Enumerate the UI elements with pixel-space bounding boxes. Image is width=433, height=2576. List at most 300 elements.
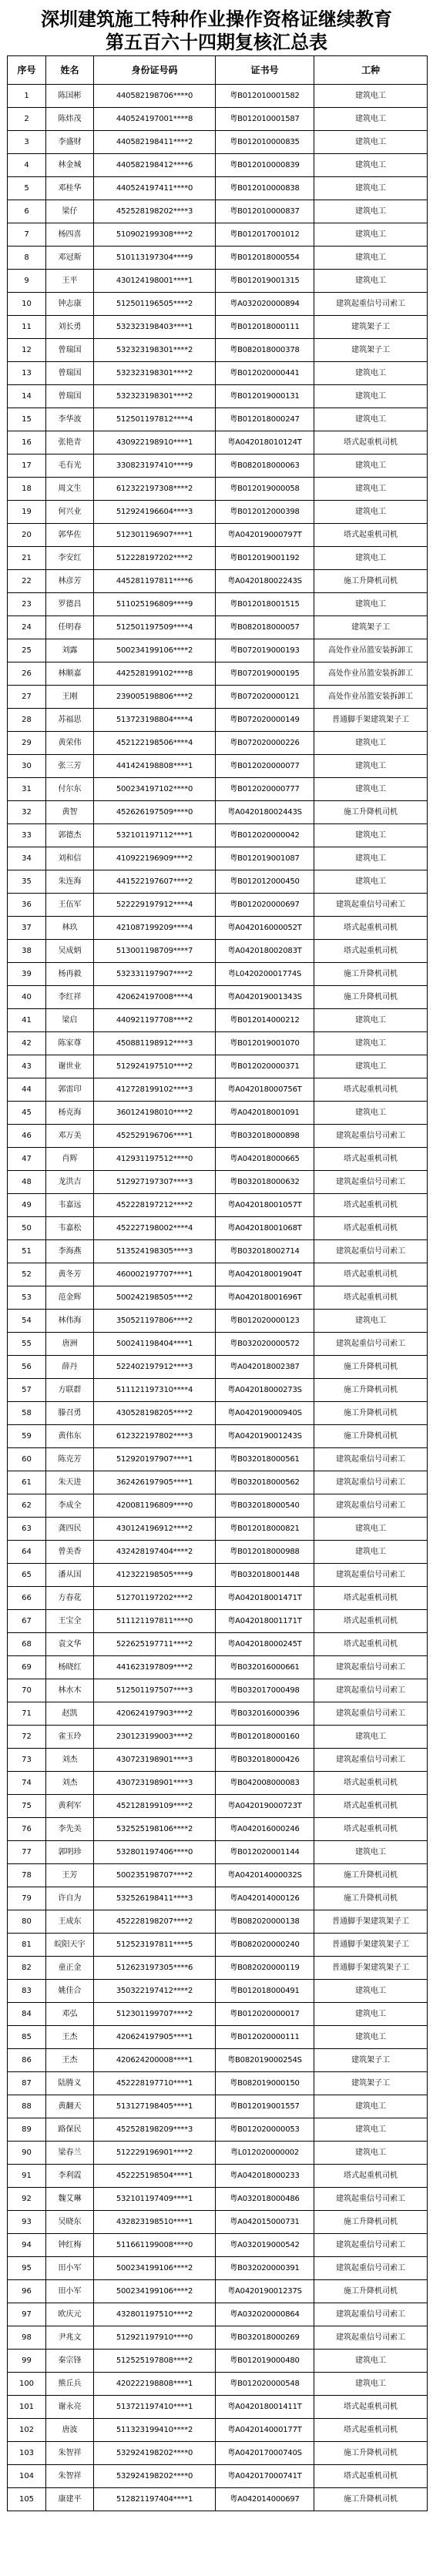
id-number: 452228198207****2: [94, 1910, 216, 1934]
person-name: 潘从国: [46, 1564, 94, 1587]
id-number: 441522197607****2: [94, 870, 216, 894]
cert-number: 粤B082018000057: [216, 616, 314, 639]
cert-number: 粤B012014000212: [216, 1009, 314, 1032]
row-index: 93: [8, 2211, 46, 2234]
trade-type: 普通脚手架建筑架子工: [314, 1957, 428, 1980]
person-name: 童正金: [46, 1957, 94, 1980]
person-name: 姚佳合: [46, 1980, 94, 2003]
row-index: 58: [8, 1402, 46, 1425]
person-name: 谢永亮: [46, 2396, 94, 2419]
table-row: [8, 1541, 428, 1564]
id-number: 362426197905****1: [94, 1471, 216, 1494]
table-row: [8, 894, 428, 917]
person-name: 薛丹: [46, 1356, 94, 1379]
table-row: [8, 1887, 428, 1910]
person-name: 黄伟东: [46, 1425, 94, 1448]
header-id-number: 身份证号码: [94, 56, 216, 85]
table-row: [8, 2003, 428, 2026]
id-number: 430723198901****3: [94, 1749, 216, 1772]
row-index: 55: [8, 1333, 46, 1356]
table-row: [8, 1078, 428, 1102]
id-number: 442528199102****8: [94, 662, 216, 686]
trade-type: 建筑电工: [314, 2142, 428, 2165]
id-number: 500241198404****1: [94, 1333, 216, 1356]
trade-type: 建筑电工: [314, 1541, 428, 1564]
row-index: 67: [8, 1610, 46, 1633]
trade-type: 塔式起重机司机: [314, 1286, 428, 1310]
row-index: 69: [8, 1656, 46, 1679]
trade-type: 塔式起重机司机: [314, 1263, 428, 1286]
table-row: [8, 1749, 428, 1772]
row-index: 54: [8, 1310, 46, 1333]
trade-type: 建筑起重信号司索工: [314, 2188, 428, 2211]
trade-type: 建筑电工: [314, 1726, 428, 1749]
table-row: [8, 1425, 428, 1448]
trade-type: 建筑电工: [314, 154, 428, 177]
person-name: 刘杰: [46, 1749, 94, 1772]
id-number: 512924196604****3: [94, 501, 216, 524]
person-name: 田小军: [46, 2280, 94, 2303]
table-row: [8, 2072, 428, 2095]
trade-type: 建筑电工: [314, 778, 428, 801]
table-row: [8, 1679, 428, 1702]
person-name: 唐洲: [46, 1333, 94, 1356]
person-name: 曾瑞国: [46, 362, 94, 385]
person-name: 滕召勇: [46, 1402, 94, 1425]
cert-number: 粤A042015000731: [216, 2211, 314, 2234]
trade-type: 施工升降机司机: [314, 1402, 428, 1425]
id-number: 452128199109****2: [94, 1795, 216, 1818]
cert-number: 粤B032018002714: [216, 1240, 314, 1263]
trade-type: 建筑起重信号司索工: [314, 2326, 428, 2350]
person-name: 肖辉: [46, 1148, 94, 1171]
cert-number: 粤A042018001471T: [216, 1587, 314, 1610]
cert-number: 粤B032018001448: [216, 1564, 314, 1587]
header-name: 姓名: [46, 56, 94, 85]
row-index: 79: [8, 1887, 46, 1910]
table-row: [8, 801, 428, 824]
id-number: 612322197308****2: [94, 478, 216, 501]
row-index: 89: [8, 2118, 46, 2142]
person-name: 王芳: [46, 1864, 94, 1887]
trade-type: 建筑电工: [314, 732, 428, 755]
trade-type: 塔式起重机司机: [314, 1818, 428, 1841]
cert-number: 粤B012018000988: [216, 1541, 314, 1564]
person-name: 陈家尊: [46, 1032, 94, 1055]
trade-type: 建筑起重信号司索工: [314, 2303, 428, 2326]
person-name: 邓万美: [46, 1125, 94, 1148]
cert-number: 粤B012018000160: [216, 1726, 314, 1749]
id-number: 612322197802****3: [94, 1425, 216, 1448]
table-row: [8, 2303, 428, 2326]
trade-type: 施工升降机司机: [314, 1425, 428, 1448]
id-number: 512623197305****6: [94, 1957, 216, 1980]
table-row: [8, 2257, 428, 2280]
cert-number: 粤B012018000111: [216, 316, 314, 339]
title-line-2: 第五百六十四期复核汇总表: [106, 31, 327, 53]
table-row: [8, 1055, 428, 1078]
row-index: 105: [8, 2488, 46, 2511]
trade-type: 施工升降机司机: [314, 570, 428, 593]
person-name: 陈炜茂: [46, 108, 94, 131]
table-row: [8, 270, 428, 293]
cert-number: 粤B012010001582: [216, 85, 314, 108]
id-number: 440921197708****2: [94, 1009, 216, 1032]
trade-type: 建筑电工: [314, 454, 428, 478]
table-row: [8, 339, 428, 362]
trade-type: 施工升降机司机: [314, 801, 428, 824]
cert-number: 粤A042018001171T: [216, 1610, 314, 1633]
table-row: [8, 1471, 428, 1494]
row-index: 17: [8, 454, 46, 478]
row-index: 86: [8, 2049, 46, 2072]
cert-number: 粤B082018000063: [216, 454, 314, 478]
cert-number: 粤B072019000195: [216, 662, 314, 686]
cert-number: 粤A042018000245T: [216, 1633, 314, 1656]
table-row: [8, 1610, 428, 1633]
trade-type: 施工升降机司机: [314, 986, 428, 1009]
table-row: [8, 1194, 428, 1217]
row-index: 102: [8, 2419, 46, 2442]
table-row: [8, 639, 428, 662]
row-index: 68: [8, 1633, 46, 1656]
row-index: 31: [8, 778, 46, 801]
trade-type: 建筑电工: [314, 2095, 428, 2118]
row-index: 100: [8, 2373, 46, 2396]
row-index: 91: [8, 2165, 46, 2188]
cert-number: 粤A042019001243S: [216, 1425, 314, 1448]
cert-number: 粤B012020000017: [216, 2003, 314, 2026]
row-index: 3: [8, 131, 46, 154]
row-index: 8: [8, 247, 46, 270]
row-index: 9: [8, 270, 46, 293]
row-index: 43: [8, 1055, 46, 1078]
id-number: 532323198403****1: [94, 316, 216, 339]
table-row: [8, 686, 428, 709]
row-index: 53: [8, 1286, 46, 1310]
table-row: [8, 385, 428, 408]
person-name: 康建平: [46, 2488, 94, 2511]
table-row: [8, 2350, 428, 2373]
person-name: 方联群: [46, 1379, 94, 1402]
row-index: 15: [8, 408, 46, 431]
id-number: 510902199308****2: [94, 223, 216, 247]
row-index: 36: [8, 894, 46, 917]
person-name: 田小军: [46, 2257, 94, 2280]
cert-number: 粤B012020000777: [216, 778, 314, 801]
trade-type: 建筑起重信号司索工: [314, 1494, 428, 1518]
id-number: 330823197410****9: [94, 454, 216, 478]
id-number: 532525198106****2: [94, 1818, 216, 1841]
table-row: [8, 2165, 428, 2188]
row-index: 32: [8, 801, 46, 824]
person-name: 雀玉玲: [46, 1726, 94, 1749]
person-name: 陆腾义: [46, 2072, 94, 2095]
id-number: 513721197410****1: [94, 2396, 216, 2419]
row-index: 62: [8, 1494, 46, 1518]
table-row: [8, 1356, 428, 1379]
cert-number: 粤B032020000391: [216, 2257, 314, 2280]
cert-number: 粤B012017001012: [216, 223, 314, 247]
cert-number: 粤A042016000246: [216, 1818, 314, 1841]
table-row: [8, 1333, 428, 1356]
row-index: 88: [8, 2095, 46, 2118]
header-cert-number: 证书号: [216, 56, 314, 85]
person-name: 李先美: [46, 1818, 94, 1841]
cert-number: 粤B032018000898: [216, 1125, 314, 1148]
table-row: [8, 870, 428, 894]
table-row: [8, 1726, 428, 1749]
trade-type: 建筑电工: [314, 85, 428, 108]
table-row: [8, 1910, 428, 1934]
table-body: [8, 85, 428, 2511]
person-name: 赵凯: [46, 1702, 94, 1726]
cert-number: 粤B012020000371: [216, 1055, 314, 1078]
cert-number: 粤A042017000741T: [216, 2465, 314, 2488]
cert-number: 粤B012010000839: [216, 154, 314, 177]
row-index: 59: [8, 1425, 46, 1448]
person-name: 陈国彬: [46, 85, 94, 108]
cert-number: 粤B012020000053: [216, 2118, 314, 2142]
table-row: [8, 824, 428, 847]
id-number: 532924198202****0: [94, 2465, 216, 2488]
person-name: 龙洪吉: [46, 1171, 94, 1194]
row-index: 85: [8, 2026, 46, 2049]
cert-number: 粤B012010000837: [216, 200, 314, 223]
title-line-1: 深圳建筑施工特种作业操作资格证继续教育: [41, 8, 392, 30]
row-index: 74: [8, 1772, 46, 1795]
table-row: [8, 131, 428, 154]
trade-type: 施工升降机司机: [314, 2280, 428, 2303]
header-index: 序号: [8, 56, 46, 85]
table-row: [8, 501, 428, 524]
row-index: 49: [8, 1194, 46, 1217]
table-row: [8, 524, 428, 547]
table-row: [8, 1795, 428, 1818]
table-row: [8, 1841, 428, 1864]
cert-number: 粤L012020000002: [216, 2142, 314, 2165]
row-index: 57: [8, 1379, 46, 1402]
row-index: 30: [8, 755, 46, 778]
trade-type: 建筑电工: [314, 270, 428, 293]
person-name: 曾美香: [46, 1541, 94, 1564]
cert-number: 粤B012010000838: [216, 177, 314, 200]
person-name: 王成东: [46, 1910, 94, 1934]
trade-type: 施工升降机司机: [314, 1887, 428, 1910]
person-name: 林水木: [46, 1679, 94, 1702]
row-index: 23: [8, 593, 46, 616]
cert-number: 粤A042018001057T: [216, 1194, 314, 1217]
id-number: 512523197811****5: [94, 1934, 216, 1957]
row-index: 94: [8, 2234, 46, 2257]
person-name: 龚四民: [46, 1518, 94, 1541]
row-index: 41: [8, 1009, 46, 1032]
id-number: 512501197509****4: [94, 616, 216, 639]
table-row: [8, 940, 428, 963]
table-row: [8, 2026, 428, 2049]
id-number: 420624200008****1: [94, 2049, 216, 2072]
cert-number: 粤B012018000554: [216, 247, 314, 270]
cert-number: 粤B082020000240: [216, 1934, 314, 1957]
person-name: 杨再毅: [46, 963, 94, 986]
cert-number: 粤B012019000480: [216, 2350, 314, 2373]
id-number: 445281197811****6: [94, 570, 216, 593]
table-row: [8, 1587, 428, 1610]
row-index: 39: [8, 963, 46, 986]
trade-type: 建筑电工: [314, 1009, 428, 1032]
row-index: 42: [8, 1032, 46, 1055]
id-number: 512525197808****2: [94, 2350, 216, 2373]
row-index: 99: [8, 2350, 46, 2373]
person-name: 袁文华: [46, 1633, 94, 1656]
id-number: 532924198202****0: [94, 2442, 216, 2465]
table-row: [8, 616, 428, 639]
row-index: 80: [8, 1910, 46, 1934]
person-name: 钟红梅: [46, 2234, 94, 2257]
id-number: 522625197711****2: [94, 1633, 216, 1656]
row-index: 92: [8, 2188, 46, 2211]
table-row: [8, 316, 428, 339]
id-number: 532323198301****2: [94, 362, 216, 385]
person-name: 何兴业: [46, 501, 94, 524]
id-number: 513127198405****1: [94, 2095, 216, 2118]
row-index: 60: [8, 1448, 46, 1471]
row-index: 65: [8, 1564, 46, 1587]
trade-type: 建筑起重信号司索工: [314, 1749, 428, 1772]
id-number: 430124196912****2: [94, 1518, 216, 1541]
table-row: [8, 2142, 428, 2165]
person-name: 毛有光: [46, 454, 94, 478]
row-index: 12: [8, 339, 46, 362]
row-index: 7: [8, 223, 46, 247]
person-name: 范金辉: [46, 1286, 94, 1310]
table-row: [8, 200, 428, 223]
trade-type: 普通脚手架建筑架子工: [314, 1910, 428, 1934]
id-number: 360124198010****2: [94, 1102, 216, 1125]
cert-number: 粤B032018000561: [216, 1448, 314, 1471]
trade-type: 高处作业吊篮安装拆卸工: [314, 639, 428, 662]
row-index: 103: [8, 2442, 46, 2465]
row-index: 90: [8, 2142, 46, 2165]
table-row: [8, 154, 428, 177]
table-row: [8, 755, 428, 778]
person-name: 李成全: [46, 1494, 94, 1518]
id-number: 420081196809****0: [94, 1494, 216, 1518]
header-trade: 工种: [314, 56, 428, 85]
person-name: 李盛财: [46, 131, 94, 154]
id-number: 512229196901****2: [94, 2142, 216, 2165]
trade-type: 建筑电工: [314, 2026, 428, 2049]
table-row: [8, 85, 428, 108]
row-index: 21: [8, 547, 46, 570]
id-number: 432801197510****2: [94, 2303, 216, 2326]
row-index: 96: [8, 2280, 46, 2303]
id-number: 410922196909****2: [94, 847, 216, 870]
table-row: [8, 593, 428, 616]
trade-type: 建筑起重信号司索工: [314, 293, 428, 316]
cert-number: 粤B012018000247: [216, 408, 314, 431]
trade-type: 建筑电工: [314, 478, 428, 501]
person-name: 邓弘: [46, 2003, 94, 2026]
cert-number: 粤A032018000486: [216, 2188, 314, 2211]
trade-type: 建筑电工: [314, 1310, 428, 1333]
table-row: [8, 431, 428, 454]
id-number: 532101197112****1: [94, 824, 216, 847]
trade-type: 普通脚手架建筑架子工: [314, 1934, 428, 1957]
row-index: 66: [8, 1587, 46, 1610]
cert-number: 粤B032018000540: [216, 1494, 314, 1518]
trade-type: 施工升降机司机: [314, 1356, 428, 1379]
cert-number: 粤B012019001070: [216, 1032, 314, 1055]
id-number: 420624197905****1: [94, 2026, 216, 2049]
trade-type: 建筑电工: [314, 247, 428, 270]
row-index: 1: [8, 85, 46, 108]
table-row: [8, 1934, 428, 1957]
id-number: 522402197912****3: [94, 1356, 216, 1379]
id-number: 500234199106****2: [94, 639, 216, 662]
person-name: 方春花: [46, 1587, 94, 1610]
row-index: 4: [8, 154, 46, 177]
cert-number: 粤B012020000077: [216, 755, 314, 778]
table-row: [8, 963, 428, 986]
id-number: 532323198301****2: [94, 339, 216, 362]
row-index: 52: [8, 1263, 46, 1286]
trade-type: 建筑电工: [314, 1980, 428, 2003]
person-name: 吴成炳: [46, 940, 94, 963]
id-number: 452228197710****1: [94, 2072, 216, 2095]
cert-number: 粤A042018001696T: [216, 1286, 314, 1310]
person-name: 秦宗锋: [46, 2350, 94, 2373]
trade-type: 建筑起重信号司索工: [314, 1564, 428, 1587]
trade-type: 建筑电工: [314, 2373, 428, 2396]
cert-number: 粤B032016000396: [216, 1702, 314, 1726]
id-number: 452227198002****4: [94, 1217, 216, 1240]
cert-number: 粤A042018000665: [216, 1148, 314, 1171]
row-index: 35: [8, 870, 46, 894]
person-name: 李华波: [46, 408, 94, 431]
trade-type: 建筑架子工: [314, 2049, 428, 2072]
id-number: 513524198305****3: [94, 1240, 216, 1263]
cert-number: 粤B072020000121: [216, 686, 314, 709]
trade-type: 建筑起重信号司索工: [314, 1471, 428, 1494]
row-index: 83: [8, 1980, 46, 2003]
trade-type: 建筑起重信号司索工: [314, 1171, 428, 1194]
trade-type: 建筑架子工: [314, 316, 428, 339]
row-index: 11: [8, 316, 46, 339]
row-index: 24: [8, 616, 46, 639]
trade-type: 建筑起重信号司索工: [314, 2257, 428, 2280]
table-row: [8, 1864, 428, 1887]
id-number: 512924197510****2: [94, 1055, 216, 1078]
person-name: 周文生: [46, 478, 94, 501]
trade-type: 塔式起重机司机: [314, 2465, 428, 2488]
id-number: 412931197512****0: [94, 1148, 216, 1171]
cert-number: 粤A042014000697: [216, 2488, 314, 2511]
id-number: 532101197409****1: [94, 2188, 216, 2211]
cert-number: 粤A042018001904T: [216, 1263, 314, 1286]
id-number: 239005198806****2: [94, 686, 216, 709]
id-number: 412322198505****9: [94, 1564, 216, 1587]
person-name: 林金城: [46, 154, 94, 177]
id-number: 512501197507****3: [94, 1679, 216, 1702]
id-number: 440582198411****2: [94, 131, 216, 154]
row-index: 10: [8, 293, 46, 316]
id-number: 532323198301****2: [94, 385, 216, 408]
person-name: 王宝全: [46, 1610, 94, 1633]
cert-number: 粤B012018000491: [216, 1980, 314, 2003]
person-name: 梁启: [46, 1009, 94, 1032]
cert-number: 粤B012019001557: [216, 2095, 314, 2118]
